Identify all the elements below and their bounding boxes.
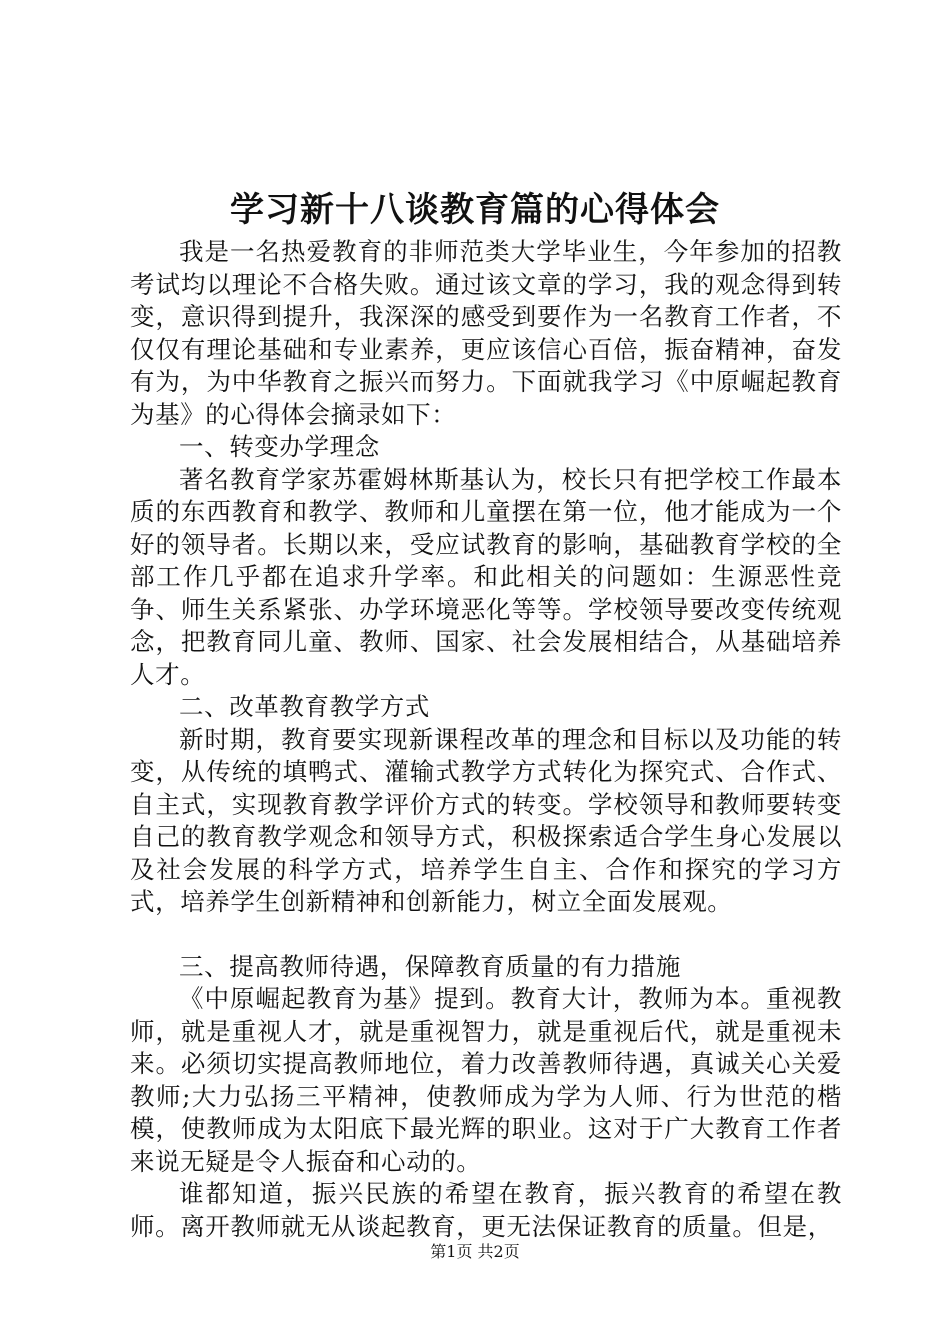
blank-line [130, 919, 842, 951]
section-heading-2: 二、改革教育教学方式 [179, 692, 430, 721]
paragraph-section-3: 《中原崛起教育为基》提到。教育大计，教师为本。重视教师，就是重视人才，就是重视智力，就是重视后代，就是重视未来。必须切实提高教师地位，着力改善教师待遇，真诚关心关爱教师;大力弘扬三平精神，使教师成为学为人师、行为世范的楷模，使教师成为太阳底下最光辉的职业。这对于广大教育工作者来说无疑是令人振奋和心动的。 [130, 984, 842, 1176]
paragraph-section-2: 新时期，教育要实现新课程改革的理念和目标以及功能的转变，从传统的填鸭式、灌输式教学方式转化为探究式、合作式、自主式，实现教育教学评价方式的转变。学校领导和教师要转变自己的教育教学观念和领导方式，积极探索适合学生身心发展以及社会发展的科学方式，培养学生自主、合作和探究的学习方式，培养学生创新精神和创新能力，树立全面发展观。 [130, 724, 842, 916]
paragraph-section-3-continued: 谁都知道，振兴民族的希望在教育，振兴教育的希望在教师。离开教师就无从谈起教育，更无法保证教育的质量。但是， [130, 1179, 842, 1241]
paragraph-intro: 我是一名热爱教育的非师范类大学毕业生，今年参加的招教考试均以理论不合格失败。通过该文章的学习，我的观念得到转变，意识得到提升，我深深的感受到要作为一名教育工作者，不仅仅有理论基础和专业素养，更应该信心百倍，振奋精神，奋发有为，为中华教育之振兴而努力。下面就我学习《中原崛起教育为基》的心得体会摘录如下： [130, 237, 842, 429]
paragraph-section-1: 著名教育学家苏霍姆林斯基认为，校长只有把学校工作最本质的东西教育和教学、教师和儿童摆在第一位，他才能成为一个好的领导者。长期以来，受应试教育的影响，基础教育学校的全部工作几乎都在追求升学率。和此相关的问题如：生源恶性竞争、师生关系紧张、办学环境恶化等等。学校领导要改变传统观念，把教育同儿童、教师、国家、社会发展相结合，从基础培养人才。 [130, 464, 842, 689]
document-body [130, 236, 842, 1243]
page-footer: 第1页 共2页 [430, 1242, 520, 1261]
section-heading-3: 三、提高教师待遇，保障教育质量的有力措施 [179, 951, 681, 981]
document-title: 学习新十八谈教育篇的心得体会 [230, 190, 720, 230]
section-heading-1: 一、转变办学理念 [179, 432, 380, 461]
